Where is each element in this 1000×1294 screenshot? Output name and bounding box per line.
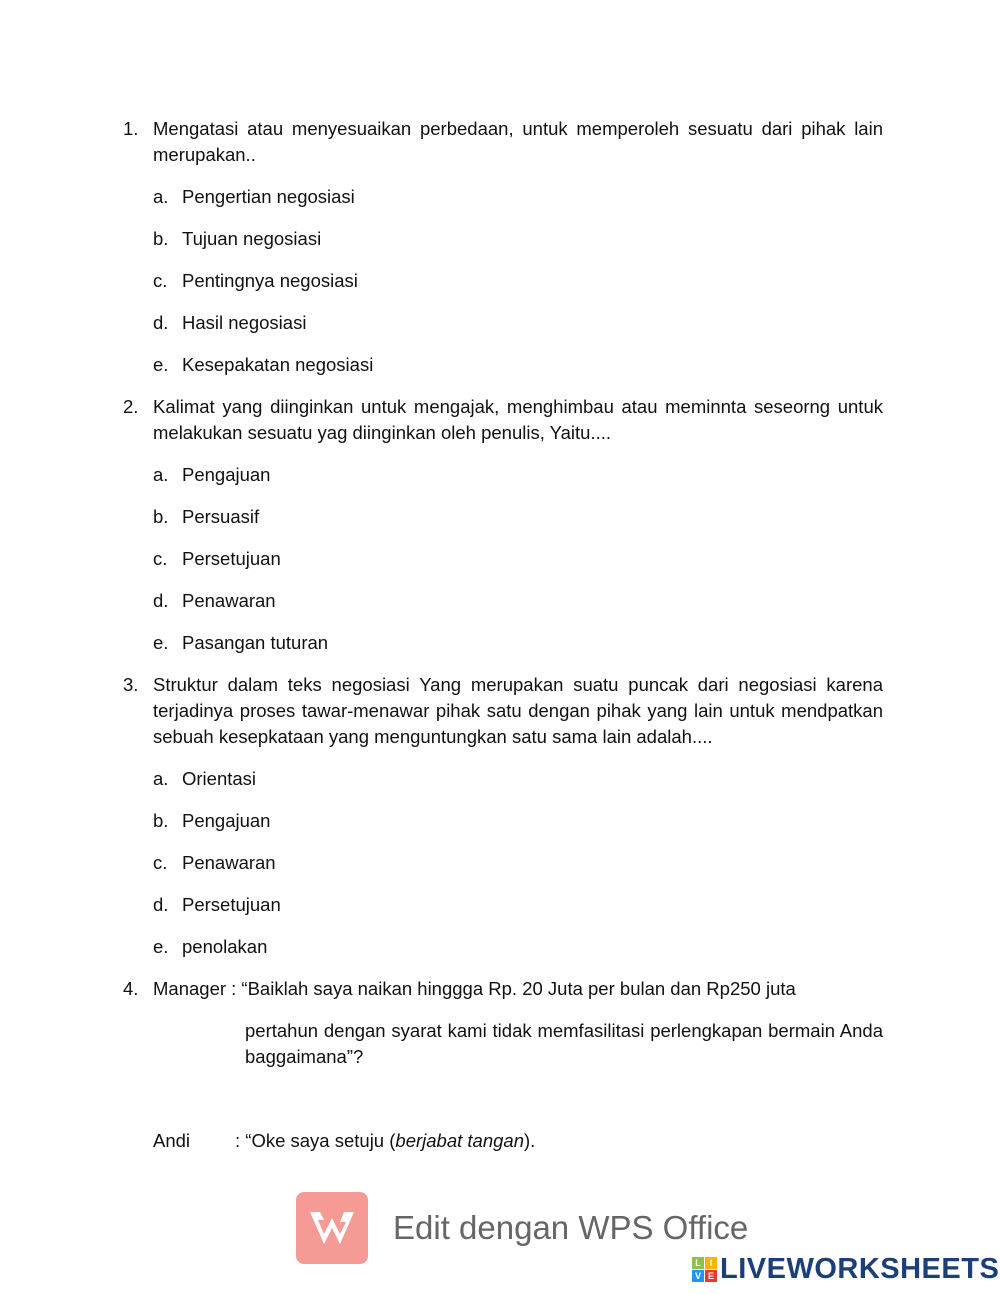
option bbox=[123, 336, 883, 378]
option-letter: b. bbox=[153, 228, 169, 249]
question-continuation: pertahun dengan syarat kami tidak memfasilitasi perlengkapan bermain Anda baggaimana”? bbox=[245, 1020, 883, 1067]
option bbox=[123, 210, 883, 252]
wps-logo-icon bbox=[296, 1192, 368, 1264]
option-text: Persuasif bbox=[182, 506, 260, 527]
wps-watermark[interactable] bbox=[296, 1192, 748, 1264]
option-letter: c. bbox=[153, 270, 168, 291]
question-text: Mengatasi atau menyesuaikan perbedaan, untuk memperoleh sesuatu dari pihak lain merupakan.. bbox=[153, 118, 883, 165]
option-letter: e. bbox=[153, 632, 169, 653]
option bbox=[123, 488, 883, 530]
option bbox=[123, 168, 883, 210]
option-text: Pengertian negosiasi bbox=[182, 186, 355, 207]
option-letter: d. bbox=[153, 894, 169, 915]
option-letter: b. bbox=[153, 506, 169, 527]
reply-suffix: ). bbox=[524, 1130, 536, 1151]
option-text: Persetujuan bbox=[182, 894, 281, 915]
question-2 bbox=[123, 378, 883, 446]
option bbox=[123, 834, 883, 876]
question-number: 4. bbox=[123, 978, 139, 999]
badge-letter: I bbox=[705, 1257, 717, 1269]
option bbox=[123, 572, 883, 614]
badge-letter: E bbox=[705, 1270, 717, 1282]
question-number: 2. bbox=[123, 396, 139, 417]
reply-italic: berjabat tangan bbox=[395, 1130, 524, 1151]
option-letter: c. bbox=[153, 548, 168, 569]
option-text: Pengajuan bbox=[182, 464, 271, 485]
option bbox=[123, 750, 883, 792]
question-number: 1. bbox=[123, 118, 139, 139]
question-4 bbox=[123, 960, 883, 1002]
reply-prefix: : “Oke saya setuju ( bbox=[235, 1130, 396, 1151]
option-letter: d. bbox=[153, 590, 169, 611]
option-text: Penawaran bbox=[182, 852, 276, 873]
question-text: Struktur dalam teks negosiasi Yang merupakan suatu puncak dari negosiasi karena terjadinya proses tawar-menawar pihak satu dengan pihak yang lain untuk mendpatkan sebuah kesepkataan yang menguntungkan satu sama lain adalah.... bbox=[153, 674, 883, 747]
reply-text bbox=[235, 1128, 535, 1154]
badge-letter: L bbox=[692, 1257, 704, 1269]
option bbox=[123, 876, 883, 918]
option-letter: c. bbox=[153, 852, 168, 873]
option-letter: e. bbox=[153, 936, 169, 957]
option-text: Tujuan negosiasi bbox=[182, 228, 322, 249]
option-letter: b. bbox=[153, 810, 169, 831]
option-text: penolakan bbox=[182, 936, 268, 957]
wps-text: Edit dengan WPS Office bbox=[393, 1209, 749, 1246]
option-text: Kesepakatan negosiasi bbox=[182, 354, 374, 375]
liveworksheets-logo bbox=[692, 1253, 999, 1286]
option-letter: a. bbox=[153, 186, 169, 207]
question-number: 3. bbox=[123, 674, 139, 695]
liveworksheets-text: LIVEWORKSHEETS bbox=[720, 1253, 1000, 1285]
option-text: Penawaran bbox=[182, 590, 276, 611]
option bbox=[123, 446, 883, 488]
question-3 bbox=[123, 656, 883, 750]
option-letter: d. bbox=[153, 312, 169, 333]
option-letter: a. bbox=[153, 464, 169, 485]
option-text: Pengajuan bbox=[182, 810, 271, 831]
option bbox=[123, 530, 883, 572]
option bbox=[123, 792, 883, 834]
option-letter: e. bbox=[153, 354, 169, 375]
option bbox=[123, 294, 883, 336]
question-text: Manager : “Baiklah saya naikan hinggga Rp. 20 Juta per bulan dan Rp250 juta bbox=[153, 978, 796, 999]
option bbox=[123, 252, 883, 294]
option-letter: a. bbox=[153, 768, 169, 789]
option-text: Pasangan tuturan bbox=[182, 632, 329, 653]
option-text: Orientasi bbox=[182, 768, 257, 789]
badge-letter: V bbox=[692, 1270, 704, 1282]
dialogue-reply bbox=[123, 1070, 883, 1154]
option-text: Hasil negosiasi bbox=[182, 312, 307, 333]
option-text: Pentingnya negosiasi bbox=[182, 270, 358, 291]
option bbox=[123, 918, 883, 960]
option-text: Persetujuan bbox=[182, 548, 281, 569]
live-badge-icon bbox=[692, 1257, 717, 1282]
worksheet bbox=[123, 116, 883, 1154]
option bbox=[123, 614, 883, 656]
speaker-name: Andi bbox=[153, 1130, 191, 1151]
question-1 bbox=[123, 116, 883, 168]
question-text: Kalimat yang diinginkan untuk mengajak, menghimbau atau meminnta seseorng untuk melakukan sesuatu yag diinginkan oleh penulis, Yaitu.... bbox=[153, 396, 883, 443]
